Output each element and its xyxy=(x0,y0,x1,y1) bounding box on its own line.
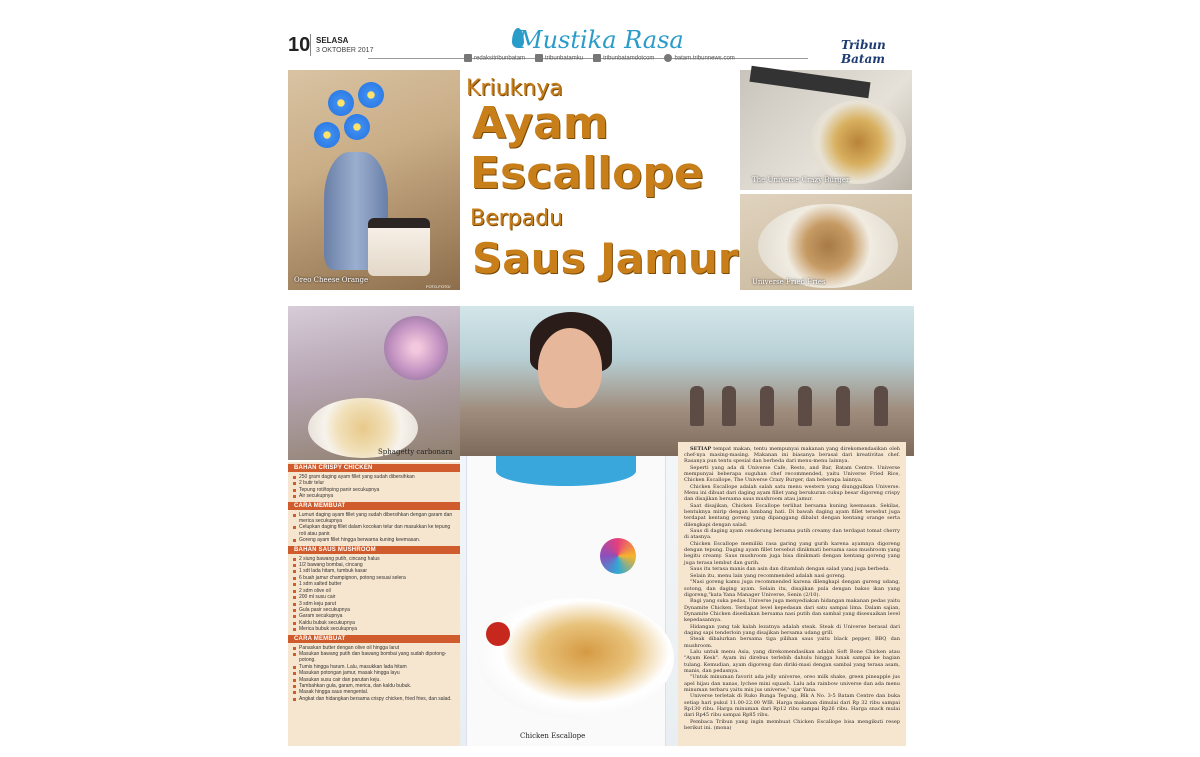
universe-logo-badge xyxy=(600,538,636,574)
diner xyxy=(722,386,736,426)
facebook-icon xyxy=(464,54,472,62)
recipe-section-title: BAHAN SAUS MUSHROOM xyxy=(288,546,460,554)
social-twitter: tribunbatamku xyxy=(535,54,583,62)
newspaper-logo: Tribun Batam xyxy=(841,38,886,66)
recipe-section-title: BAHAN CRISPY CHICKEN xyxy=(288,464,460,472)
article-paragraph: Bagi yang suka pedas, Universe juga menyediakan hidangan makanan pedas yaitu Dynamite Chicken. Terdapat level kepedasan dari satu sampai lima. Dalam sajian, Dynamite Chicken disediakan bersama nasi putih dan sambal yang disesuaikan level kepedasannya. xyxy=(684,598,900,623)
photo-fried-fries xyxy=(740,194,912,290)
header-day: SELASA xyxy=(316,36,349,45)
diner xyxy=(690,386,704,426)
cherry-tomato xyxy=(486,622,510,646)
flower-decoration xyxy=(314,122,340,148)
recipe-item: 200 ml susu cair xyxy=(292,594,456,600)
recipe-item: Lumuri daging ayam fillet yang sudah dibersihkan dengan garam dan merica secukupnya xyxy=(292,512,456,525)
recipe-item: Gula pasir secukupnya xyxy=(292,607,456,613)
recipe-item: Air secukupnya xyxy=(292,493,456,499)
headline-line-2: Ayam xyxy=(472,98,609,149)
photo-restaurant-interior xyxy=(460,306,914,456)
fries-plate xyxy=(758,204,898,288)
recipe-item: 3 sdm keju parut xyxy=(292,601,456,607)
recipe-item: Tumis hingga harum. Lalu, masukkan lada hitam xyxy=(292,664,456,670)
headline-line-1: Kriuknya xyxy=(466,76,563,101)
article-paragraph: "Untuk minuman favorit ada jelly universe, oreo milk shake, green pineapple jus apel hijau dan nanas, lychee mini squash. Lalu ada rainbow universe dan ada menu minuman terbaru yaitu mix jus universe," ujar Yana. xyxy=(684,674,900,693)
escallope-plate xyxy=(478,598,674,718)
recipe-item: Masak hingga saus mengental. xyxy=(292,689,456,695)
article-lead xyxy=(684,446,900,465)
headline-line-4: Berpadu xyxy=(470,206,564,231)
social-instagram: tribunbatamdotcom xyxy=(593,54,654,62)
article-paragraph: Hidangan yang tak kalah lezatnya adalah steak. Steak di Universe berasal dari daging sapi tenderloin yang disajikan bersama udang grill. xyxy=(684,623,900,636)
header-date: 3 OKTOBER 2017 xyxy=(316,47,374,54)
recipe-section-title: CARA MEMBUAT xyxy=(288,635,460,643)
flower-decoration xyxy=(358,82,384,108)
recipe-section-title: CARA MEMBUAT xyxy=(288,502,460,510)
caption-fries: Universe Fried Fries xyxy=(752,278,826,286)
article-paragraph: Pembaca Tribun yang ingin membuat Chicken Escallope bisa mengikuti resep berikut ini. (mona) xyxy=(684,718,900,731)
flower-decoration xyxy=(328,90,354,116)
caption-burger: The Universe Crazy Burger xyxy=(752,176,850,184)
waitress xyxy=(500,306,626,456)
brand-logo: Mustika Rasa xyxy=(518,26,684,54)
header-divider xyxy=(310,34,311,56)
article-paragraph: Saus itu terasa manis dan asin dan ditambah dengan salad yang juga berbeda. xyxy=(690,566,890,573)
headline-line-5: Saus Jamur xyxy=(472,234,739,283)
recipe-item: Tepung roti/toping panir secukupnya xyxy=(292,487,456,493)
photo-credit: FOTO-FOTO/ MONA xyxy=(426,284,451,294)
recipe-item: 2 butir telur xyxy=(292,480,456,486)
diner xyxy=(798,386,812,426)
recipe-item: Masukan susu cair dan parutan keju. xyxy=(292,677,456,683)
twitter-icon xyxy=(535,54,543,62)
social-facebook: redaksitribunbatam xyxy=(464,54,525,62)
article-paragraph: Universe terletak di Ruko Bunga Tegung, Blk A No. 3-5 Batam Centre dan buka setiap hari pukul 11.00-22.00 WIB. Harga makanan dimulai dari Rp 32 ribu sampai Rp130 ribu. Harga minuman dari Rp12 ribu sampai Rp26 ribu. Harga snack mulai dari Rp45 ribu sampai Rp85 ribu. xyxy=(684,693,900,718)
flower-decoration xyxy=(384,316,448,380)
caption-escallope: Chicken Escallope xyxy=(520,732,586,740)
social-links xyxy=(464,54,735,62)
photo-oreo-cheese-orange xyxy=(288,70,460,294)
recipe-item: 6 buah jamur champignon, potong sesuai selera xyxy=(292,575,456,581)
recipe-item: Goreng ayam fillet hingga berwarna kuning keemasan. xyxy=(292,537,456,543)
article-paragraph: Chicken Escallope adalah salah satu menu western yang diunggulkan Universe. Menu ini dibuat dari daging ayam fillet yang berukuran cukup besar digoreng crispy dan disajikan bersama saus mushroom atau jamur. xyxy=(684,484,900,503)
recipe-item: Merica bubuk secukupnya xyxy=(292,626,456,632)
recipe-item: 2 sdm olive oil xyxy=(292,588,456,594)
social-web: batam.tribunnews.com xyxy=(664,54,734,62)
recipe-item: Panaskan butter dengan olive oil hingga larut xyxy=(292,645,456,651)
newspaper-page xyxy=(286,24,914,746)
recipe-item: 1/2 bawang bombai, cincang xyxy=(292,562,456,568)
diner xyxy=(874,386,888,426)
headline-line-3: Escallope xyxy=(470,148,704,199)
article-paragraph: "Nasi goreng kamu juga recommended karena dilengkapi dengan gureng udang, sotong, dan daging ayam. Selain itu, disajikan pula dengan bakso ikan yang digoreng,"kata Yana Manager Universe, Senin (2/10). xyxy=(684,579,900,598)
recipe-item: Angkat dan hidangkan bersama crispy chicken, fried fries, dan salad. xyxy=(292,696,456,702)
page-number: 10 xyxy=(288,34,311,56)
article-paragraph: Selain itu, menu lain yang recommended adalah nasi goreng. xyxy=(690,572,846,579)
recipe-item: 250 gram daging ayam fillet yang sudah dibersihkan xyxy=(292,474,456,480)
article-paragraph: Saat disajikan, Chicken Escallope terlihat bersama kuning keemasan. Sekilas, bentuknya mirip dengan lumbang hati. Di bawah daging ayam fillet tersebut juga terdapat kentang goreng yang dipanggang dibalut dengan kentang orange serta dilengkapi dengan salad. xyxy=(684,503,900,528)
recipe-item: Masukan potongan jamur, masak hingga layu xyxy=(292,670,456,676)
recipe-item: Celupkan daging fillet dalam kocokan telur dan masukkan ke tepung roti atau panir. xyxy=(292,524,456,537)
article-paragraph: Lalu untuk menu Asia, yang direkomendasikan adalah Soft Bone Chicken atau "Ayam Kesk". Ayam ini direbus terlebih dahulu hingga lunak sampai ke bagian tulang. Kemudian, ayam digoreng dan diriki-masi dengan sambal yang terasa asam, manis, dan pedasnya. xyxy=(684,649,900,674)
diner xyxy=(760,386,774,426)
waitress-face xyxy=(538,328,602,408)
web-icon xyxy=(664,54,672,62)
recipe-item: 2 siung bawang putih, cincang halus xyxy=(292,556,456,562)
instagram-icon xyxy=(593,54,601,62)
recipe-item: Kaldu bubuk secukupnya xyxy=(292,620,456,626)
article-paragraph: Saus di daging ayam cenderung bersama putih creamy dan terdapat tomat cherry di atasnya. xyxy=(684,528,900,541)
burger-plate xyxy=(810,100,906,184)
photo-spaghetti xyxy=(288,306,460,460)
recipe-item: 1 sdt lada hitam, tumbuk kasar xyxy=(292,568,456,574)
article-lead-word: SETIAP xyxy=(690,446,712,452)
restaurant-sign xyxy=(749,66,870,99)
article-paragraph: Steak dibalurkan bersama tiga pilihan saus yaitu black pepper, BBQ dan mushroom. xyxy=(684,636,900,649)
shirt-collar xyxy=(496,456,636,486)
recipe-box xyxy=(288,462,460,746)
dessert-cup xyxy=(368,218,430,276)
article-paragraph: Chicken Escallope memiliki rasa garing yang gurih karena ayamnya digoreng dengan tepung. Daging ayam fillet tersebut dinikmati bersama saus mushroom yang begitu creamy. Saus mushroom juga bisa dinikmati dengan kentang goreng yang juga terasa lembut dan gurih. xyxy=(684,541,900,566)
article-body xyxy=(678,442,906,746)
caption-spaghetty: Sphagetty carbonara xyxy=(378,448,453,456)
article-lead-text: tempat makan, tentu mempunyai makanan yang direkomendasikan oleh chef-nya masing-masing. Makanan ini biasanya berasal dari kreativitas chef. Rasanya pun tentu spesial dan berbeda dari menu-menu lainnya. xyxy=(684,446,900,465)
article-paragraph: Seperti yang ada di Universe Cafe, Resto, and Bar, Batam Centre. Universe mempunyai beberapa suguhan chef recommended, yaitu Universe Fried Rice, Chicken Escallope, The Universe Crazy Burger, dan beberapa lainnya. xyxy=(684,465,900,484)
photo-chicken-escallope xyxy=(460,456,678,746)
diner xyxy=(836,386,850,426)
recipe-item: Garam secukupnya xyxy=(292,613,456,619)
recipe-item: 1 sdm salted butter xyxy=(292,581,456,587)
recipe-item: Masukan bawang putih dan bawang bombai yang sudah dipotong-potong. xyxy=(292,651,456,664)
flower-decoration xyxy=(344,114,370,140)
recipe-item: Tambahkan gula, garam, merica, dan kaldu bubuk. xyxy=(292,683,456,689)
caption-oreo: Oreo Cheese Orange xyxy=(294,276,369,284)
photo-crazy-burger xyxy=(740,70,912,190)
